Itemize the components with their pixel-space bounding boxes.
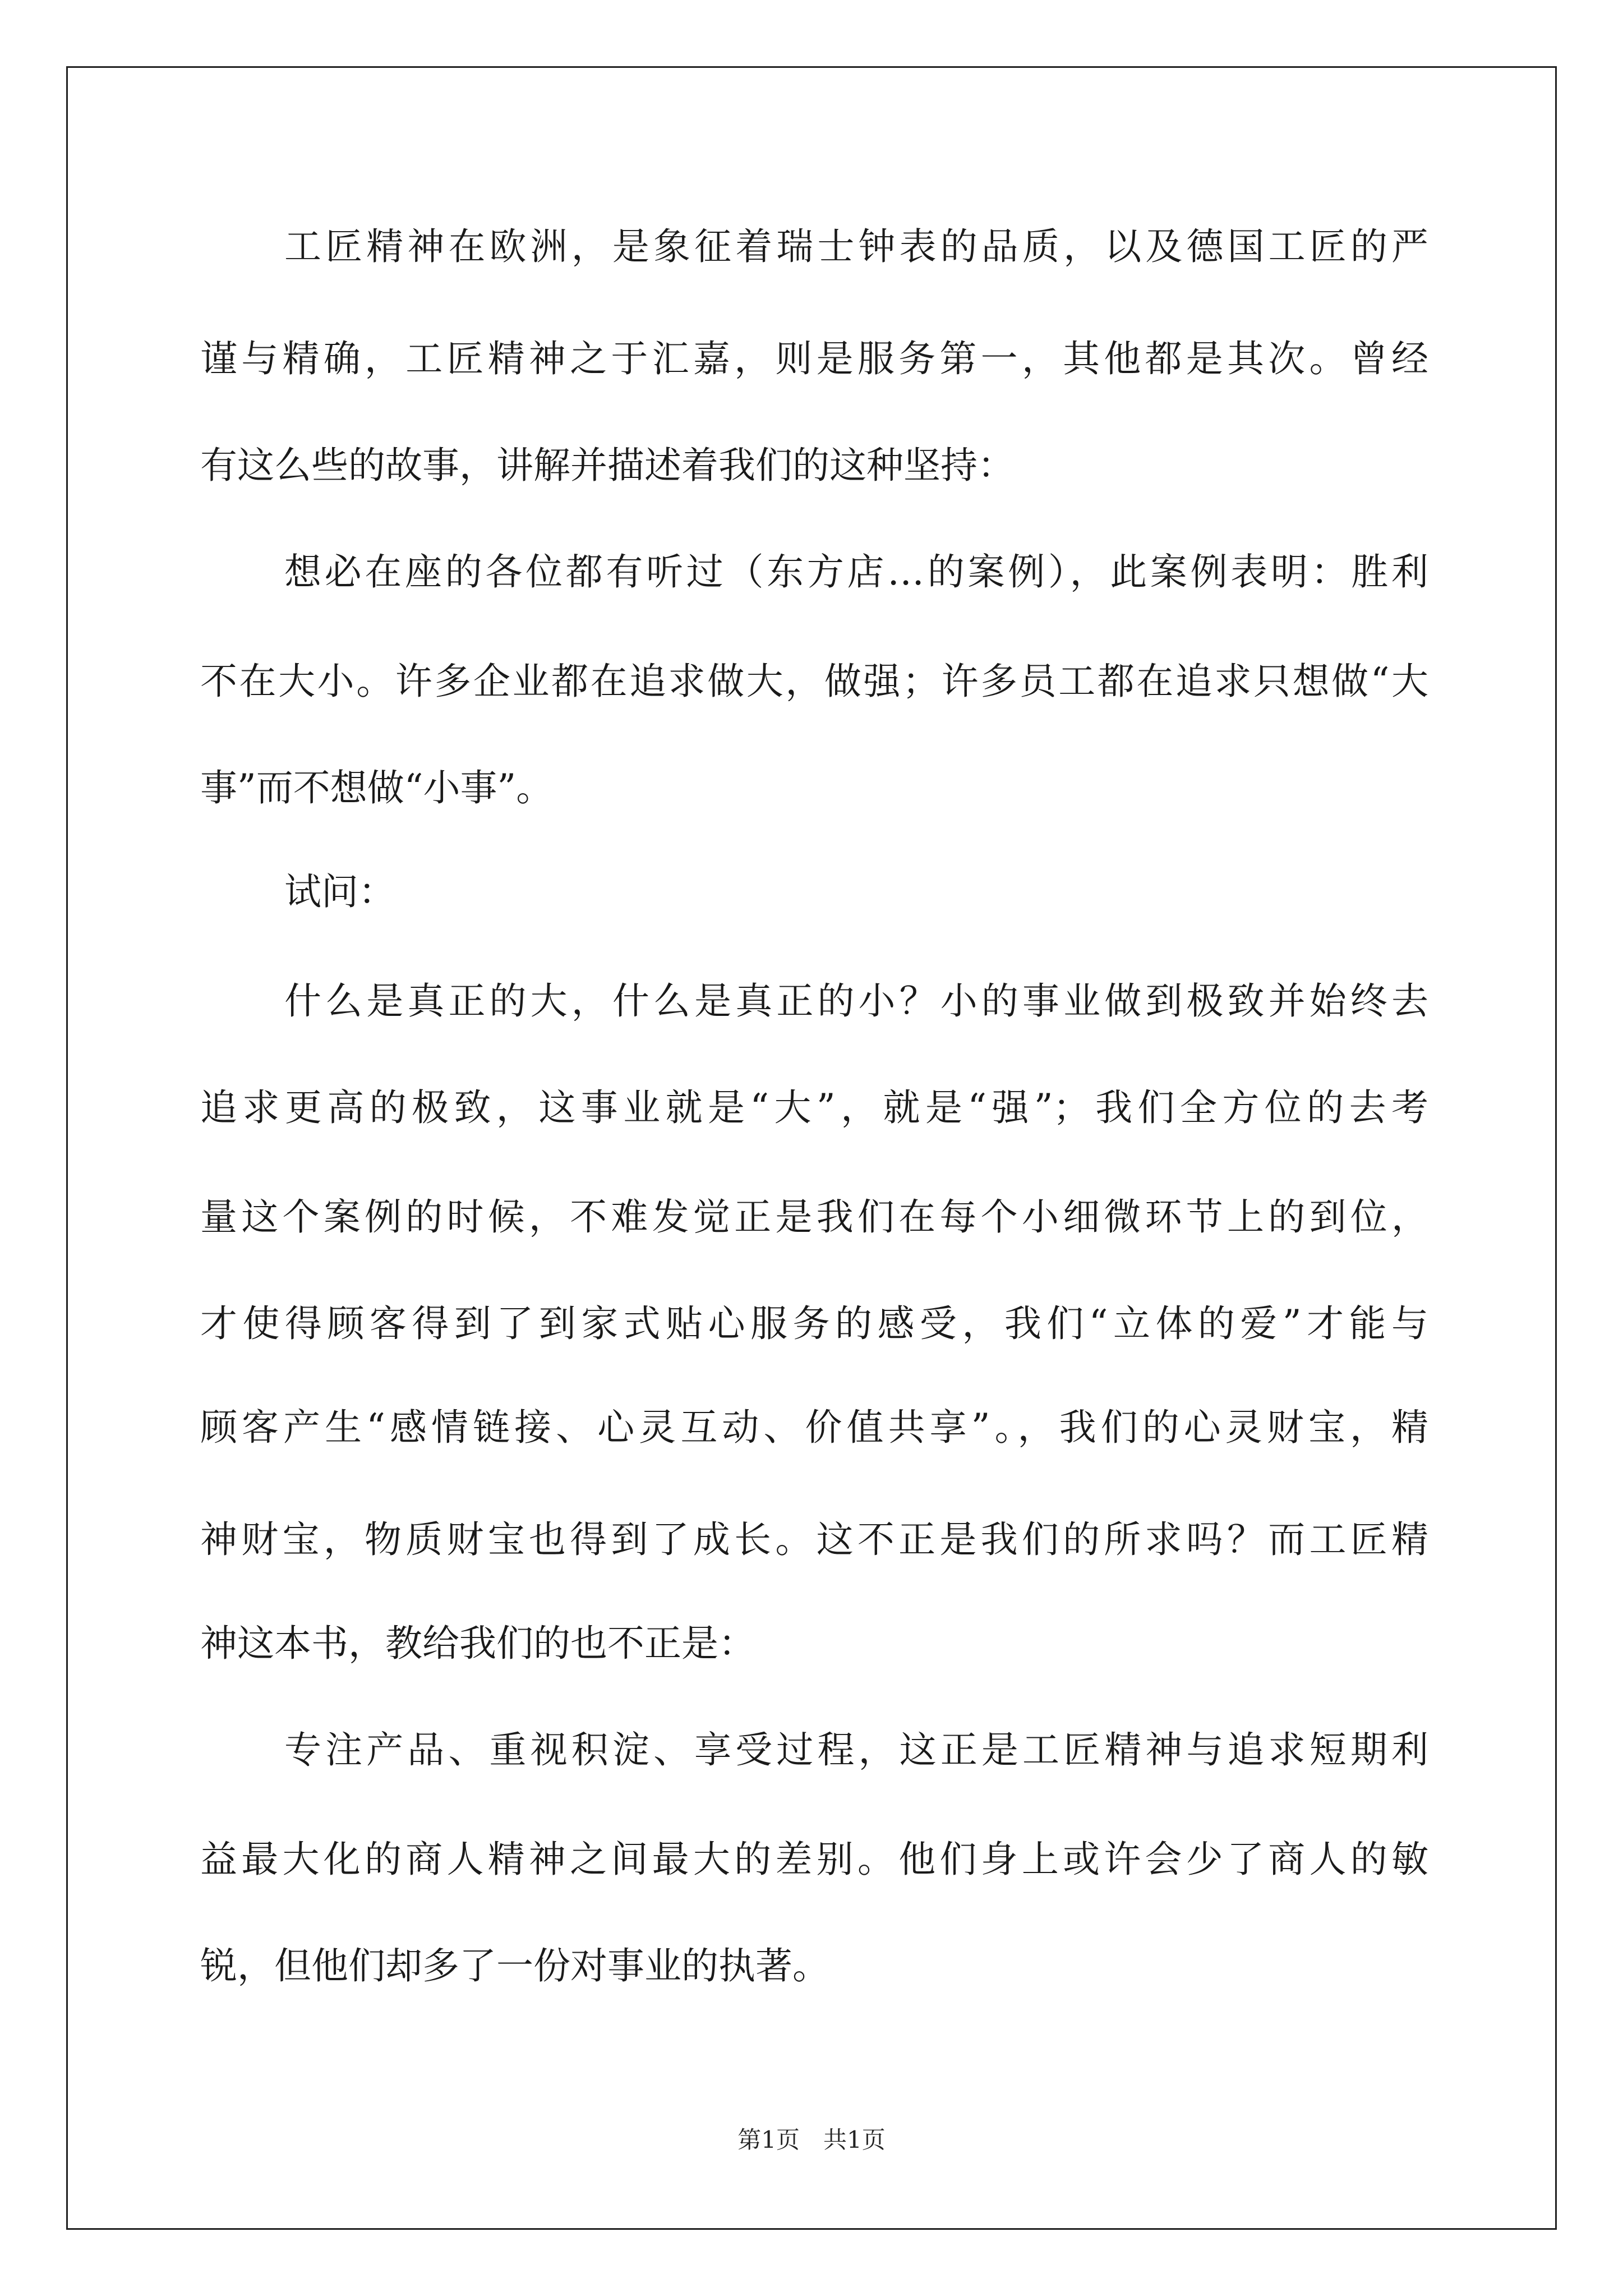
paragraph-4-line-2: 追求更高的极致，这事业就是“大”，就是“强”；我们全方位的去考 (200, 1086, 1428, 1129)
paragraph-5-line-2: 益最大化的商人精神之间最大的差别。他们身上或许会少了商人的敏 (200, 1838, 1428, 1881)
paragraph-1-line-3: 有这么些的故事，讲解并描述着我们的这种坚持： (200, 444, 1015, 487)
paragraph-4-line-1: 什么是真正的大，什么是真正的小？小的事业做到极致并始终去 (284, 979, 1428, 1023)
page-border (66, 66, 1557, 2230)
paragraph-4-line-7: 神这本书，教给我们的也不正是： (200, 1622, 755, 1665)
paragraph-2-line-2: 不在大小。许多企业都在追求做大，做强；许多员工都在追求只想做“大 (200, 660, 1428, 703)
paragraph-3-line-1: 试问： (284, 870, 395, 913)
paragraph-1-line-1: 工匠精神在欧洲，是象征着瑞士钟表的品质，以及德国工匠的严 (284, 225, 1428, 268)
paragraph-4-line-4: 才使得顾客得到了到家式贴心服务的感受，我们“立体的爱”才能与 (200, 1302, 1428, 1345)
paragraph-2-line-3: 事”而不想做“小事”。 (200, 766, 554, 809)
paragraph-5-line-1: 专注产品、重视积淀、享受过程，这正是工匠精神与追求短期利 (284, 1728, 1428, 1772)
paragraph-1-line-2: 谨与精确，工匠精神之于汇嘉，则是服务第一，其他都是其次。曾经 (200, 337, 1428, 380)
paragraph-2-line-1: 想必在座的各位都有听过（东方店…的案例），此案例表明：胜利 (284, 550, 1428, 593)
paragraph-4-line-6: 神财宝，物质财宝也得到了成长。这不正是我们的所求吗？而工匠精 (200, 1518, 1428, 1561)
page-footer: 第1页 共1页 (737, 2126, 886, 2154)
paragraph-4-line-3: 量这个案例的时候，不难发觉正是我们在每个小细微环节上的到位， (200, 1195, 1428, 1239)
paragraph-4-line-5: 顾客产生“感情链接、心灵互动、价值共享”。，我们的心灵财宝，精 (200, 1406, 1428, 1449)
paragraph-5-line-3: 锐，但他们却多了一份对事业的执著。 (200, 1944, 829, 1987)
